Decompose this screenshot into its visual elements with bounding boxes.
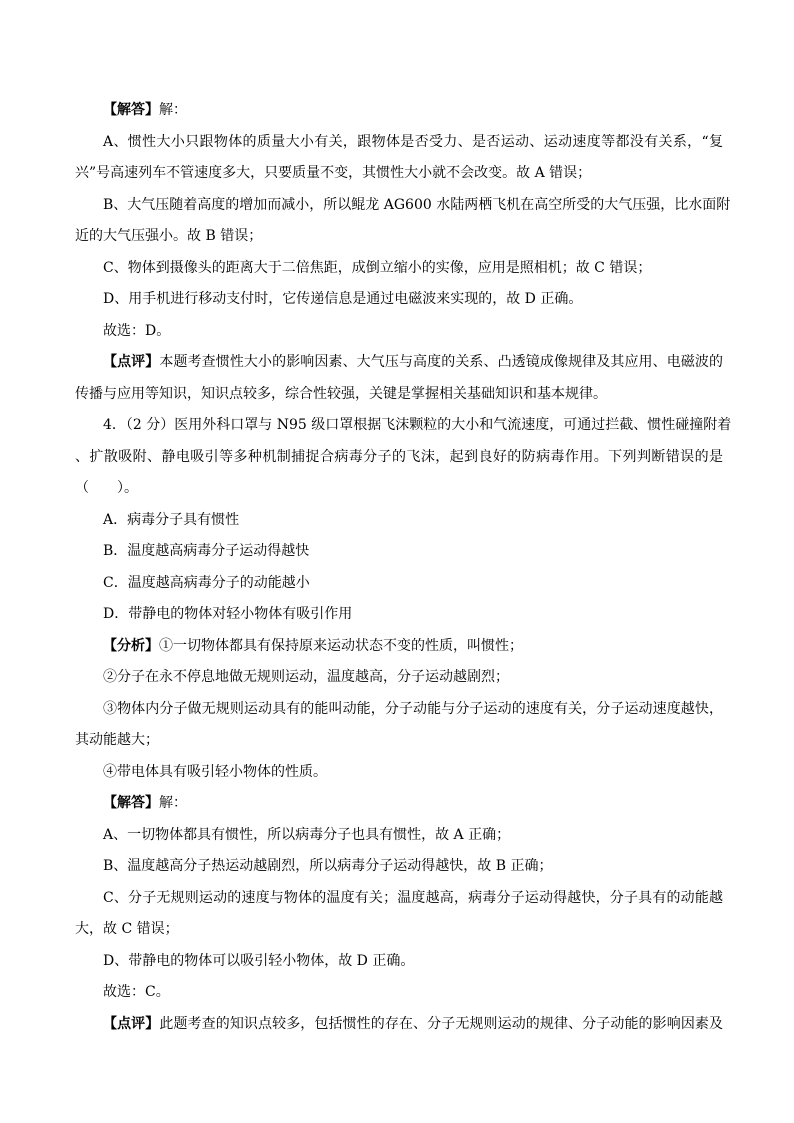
question-4-line-2: 、扩散吸附、静电吸引等多种机制捕捉合病毒分子的飞沫，起到良好的防病毒作用。下列判断错误的是 <box>75 449 723 465</box>
answer-line-c: C、物体到摄像头的距离大于二倍焦距，成倒立缩小的实像，应用是照相机；故 C 错误； <box>103 260 652 276</box>
answer-line-a1: A、惯性大小只跟物体的质量大小有关，跟物体是否受力、是否运动、运动速度等都没有关系，“复 <box>103 134 723 150</box>
answer2-line-d: D、带静电的物体可以吸引轻小物体，故 D 正确。 <box>103 953 415 969</box>
answer2-line-b: B、温度越高分子热运动越剧烈，所以病毒分子运动得越快，故 B 正确； <box>103 858 553 874</box>
answer-line-b1: B、大气压随着高度的增加而减小，所以鲲龙 AG600 水陆两栖飞机在高空所受的大气压强，比水面附 <box>103 197 731 213</box>
paragraph-text: 解： <box>159 795 187 811</box>
answer2-line-a: A、一切物体都具有惯性，所以病毒分子也具有惯性，故 A 正确； <box>103 827 511 843</box>
answer-heading-1 <box>103 100 753 120</box>
answer-choice-2: 故选：C。 <box>103 984 170 1000</box>
answer2-line-c1: C、分子无规则运动的速度与物体的温度有关；温度越高，病毒分子运动得越快，分子具有的动能越 <box>103 890 723 906</box>
paragraph-text: 解： <box>159 102 187 118</box>
comment-line-1 <box>103 352 723 372</box>
answer-choice-1: 故选：D。 <box>103 323 171 339</box>
option-b: B．温度越高病毒分子运动得越快 <box>103 543 310 559</box>
analysis-line-2: ②分子在永不停息地做无规则运动，温度越高，分子运动越剧烈； <box>103 669 509 685</box>
answer2-line-c2: 大，故 C 错误； <box>75 921 179 937</box>
question-4-line-3: （ ）。 <box>75 480 138 496</box>
answer-line-a2: 兴”号高速列车不管速度多大，只要质量不变，其惯性大小就不会改变。故 A 错误； <box>75 165 592 181</box>
option-d: D．带静电的物体对轻小物体有吸引作用 <box>103 606 353 622</box>
comment-line-2: 传播与应用等知识，知识点较多，综合性较强，关键是掌握相关基础知识和基本规律。 <box>75 386 607 402</box>
answer-tag: 【解答】 <box>103 102 159 118</box>
answer-tag: 【解答】 <box>103 795 159 811</box>
analysis-tag: 【分析】 <box>103 638 159 654</box>
answer-line-d: D、用手机进行移动支付时，它传递信息是通过电磁波来实现的，故 D 正确。 <box>103 291 583 307</box>
analysis-line-4: 其动能越大； <box>75 732 159 748</box>
comment-tag: 【点评】 <box>103 1016 160 1032</box>
analysis-line-5: ④带电体具有吸引轻小物体的性质。 <box>103 764 327 780</box>
analysis-line-1 <box>103 636 753 656</box>
answer-heading-2 <box>103 793 753 813</box>
comment2-line-1 <box>103 1014 723 1034</box>
question-4-line-1: 4．（2 分）医用外科口罩与 N95 级口罩根据飞沫颗粒的大小和气流速度，可通过拦截、惯性碰撞附着 <box>103 417 732 433</box>
comment-tag: 【点评】 <box>103 354 160 370</box>
paragraph-text: 此题考查的知识点较多，包括惯性的存在、分子无规则运动的规律、分子动能的影响因素及 <box>159 1016 724 1032</box>
option-c: C．温度越高病毒分子的动能越小 <box>103 575 310 591</box>
paragraph-text: ①一切物体都具有保持原来运动状态不变的性质，叫惯性； <box>159 638 523 654</box>
answer-line-b2: 近的大气压强小。故 B 错误； <box>75 228 263 244</box>
paragraph-text: 本题考查惯性大小的影响因素、大气压与高度的关系、凸透镜成像规律及其应用、电磁波的 <box>159 354 724 370</box>
option-a: A．病毒分子具有惯性 <box>103 512 240 528</box>
analysis-line-3: ③物体内分子做无规则运动具有的能叫动能，分子动能与分子运动的速度有关，分子运动速度越快， <box>103 701 723 717</box>
